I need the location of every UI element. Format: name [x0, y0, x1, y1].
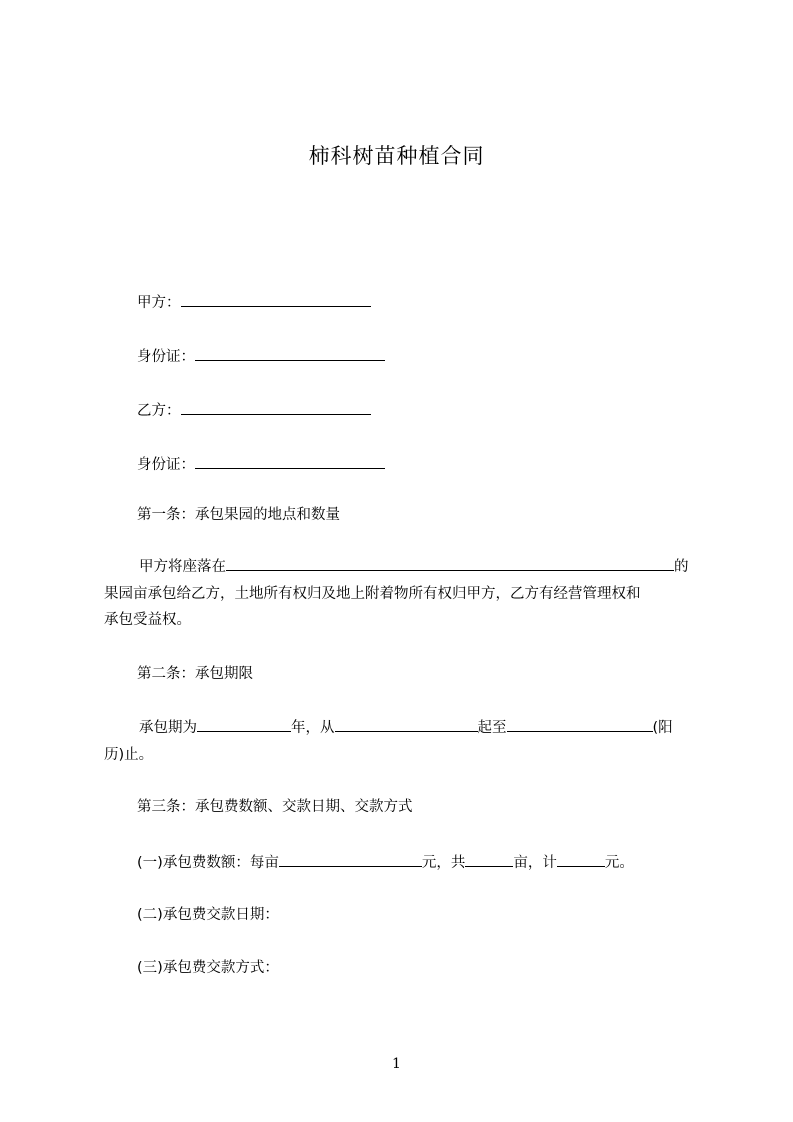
item1-text-d: 元。 [604, 855, 634, 871]
article1-text-line3: 承包受益权。 [104, 612, 191, 628]
article2-text-b: 年，从 [291, 720, 335, 736]
article2-text-line2: 历)止。 [104, 746, 154, 763]
article2-text-d: (阳 [652, 720, 673, 736]
article1-text-start: 甲方将座落在 [139, 559, 226, 575]
id-label-2: 身份证： [137, 457, 195, 473]
party-b-line [137, 399, 371, 421]
id-blank-1 [195, 345, 385, 361]
item1-text-b: 元，共 [421, 855, 466, 871]
item2-line: (二)承包费交款日期： [137, 907, 279, 923]
article1-text-line2: 果园亩承包给乙方，土地所有权归及地上附着物所有权归甲方，乙方有经营管理权和 [104, 585, 641, 602]
fee-per-mu-blank [279, 851, 422, 867]
id-line-1 [137, 345, 385, 367]
mu-count-blank [465, 851, 513, 867]
party-b-blank [181, 399, 371, 415]
article2-paragraph [104, 715, 704, 768]
item1-text-c: 亩，计 [513, 855, 557, 871]
item3-line: (三)承包费交款方式： [137, 960, 279, 976]
id-line-2 [137, 453, 385, 475]
article2-text-c: 起至 [477, 720, 507, 736]
page-number: 1 [392, 1056, 401, 1072]
party-a-line [137, 291, 371, 313]
party-b-label: 乙方： [137, 403, 181, 419]
article1-paragraph [104, 554, 704, 634]
article1-heading: 第一条：承包果园的地点和数量 [137, 507, 340, 523]
article1-text-de: 的 [674, 559, 689, 575]
article2-text-a: 承包期为 [139, 720, 197, 736]
party-a-blank [181, 291, 371, 307]
total-fee-blank [557, 851, 605, 867]
party-a-label: 甲方： [137, 295, 181, 311]
document-title: 柿科树苗种植合同 [308, 144, 485, 168]
location-blank [226, 555, 674, 571]
article2-heading: 第二条：承包期限 [137, 666, 253, 682]
start-date-blank [335, 716, 478, 732]
end-date-blank [507, 716, 653, 732]
term-years-blank [197, 716, 291, 732]
item1-text-a: (一)承包费数额：每亩 [137, 855, 279, 871]
id-blank-2 [195, 453, 385, 469]
item1-line [137, 851, 634, 873]
article3-heading: 第三条：承包费数额、交款日期、交款方式 [137, 799, 413, 815]
id-label-1: 身份证： [137, 349, 195, 365]
